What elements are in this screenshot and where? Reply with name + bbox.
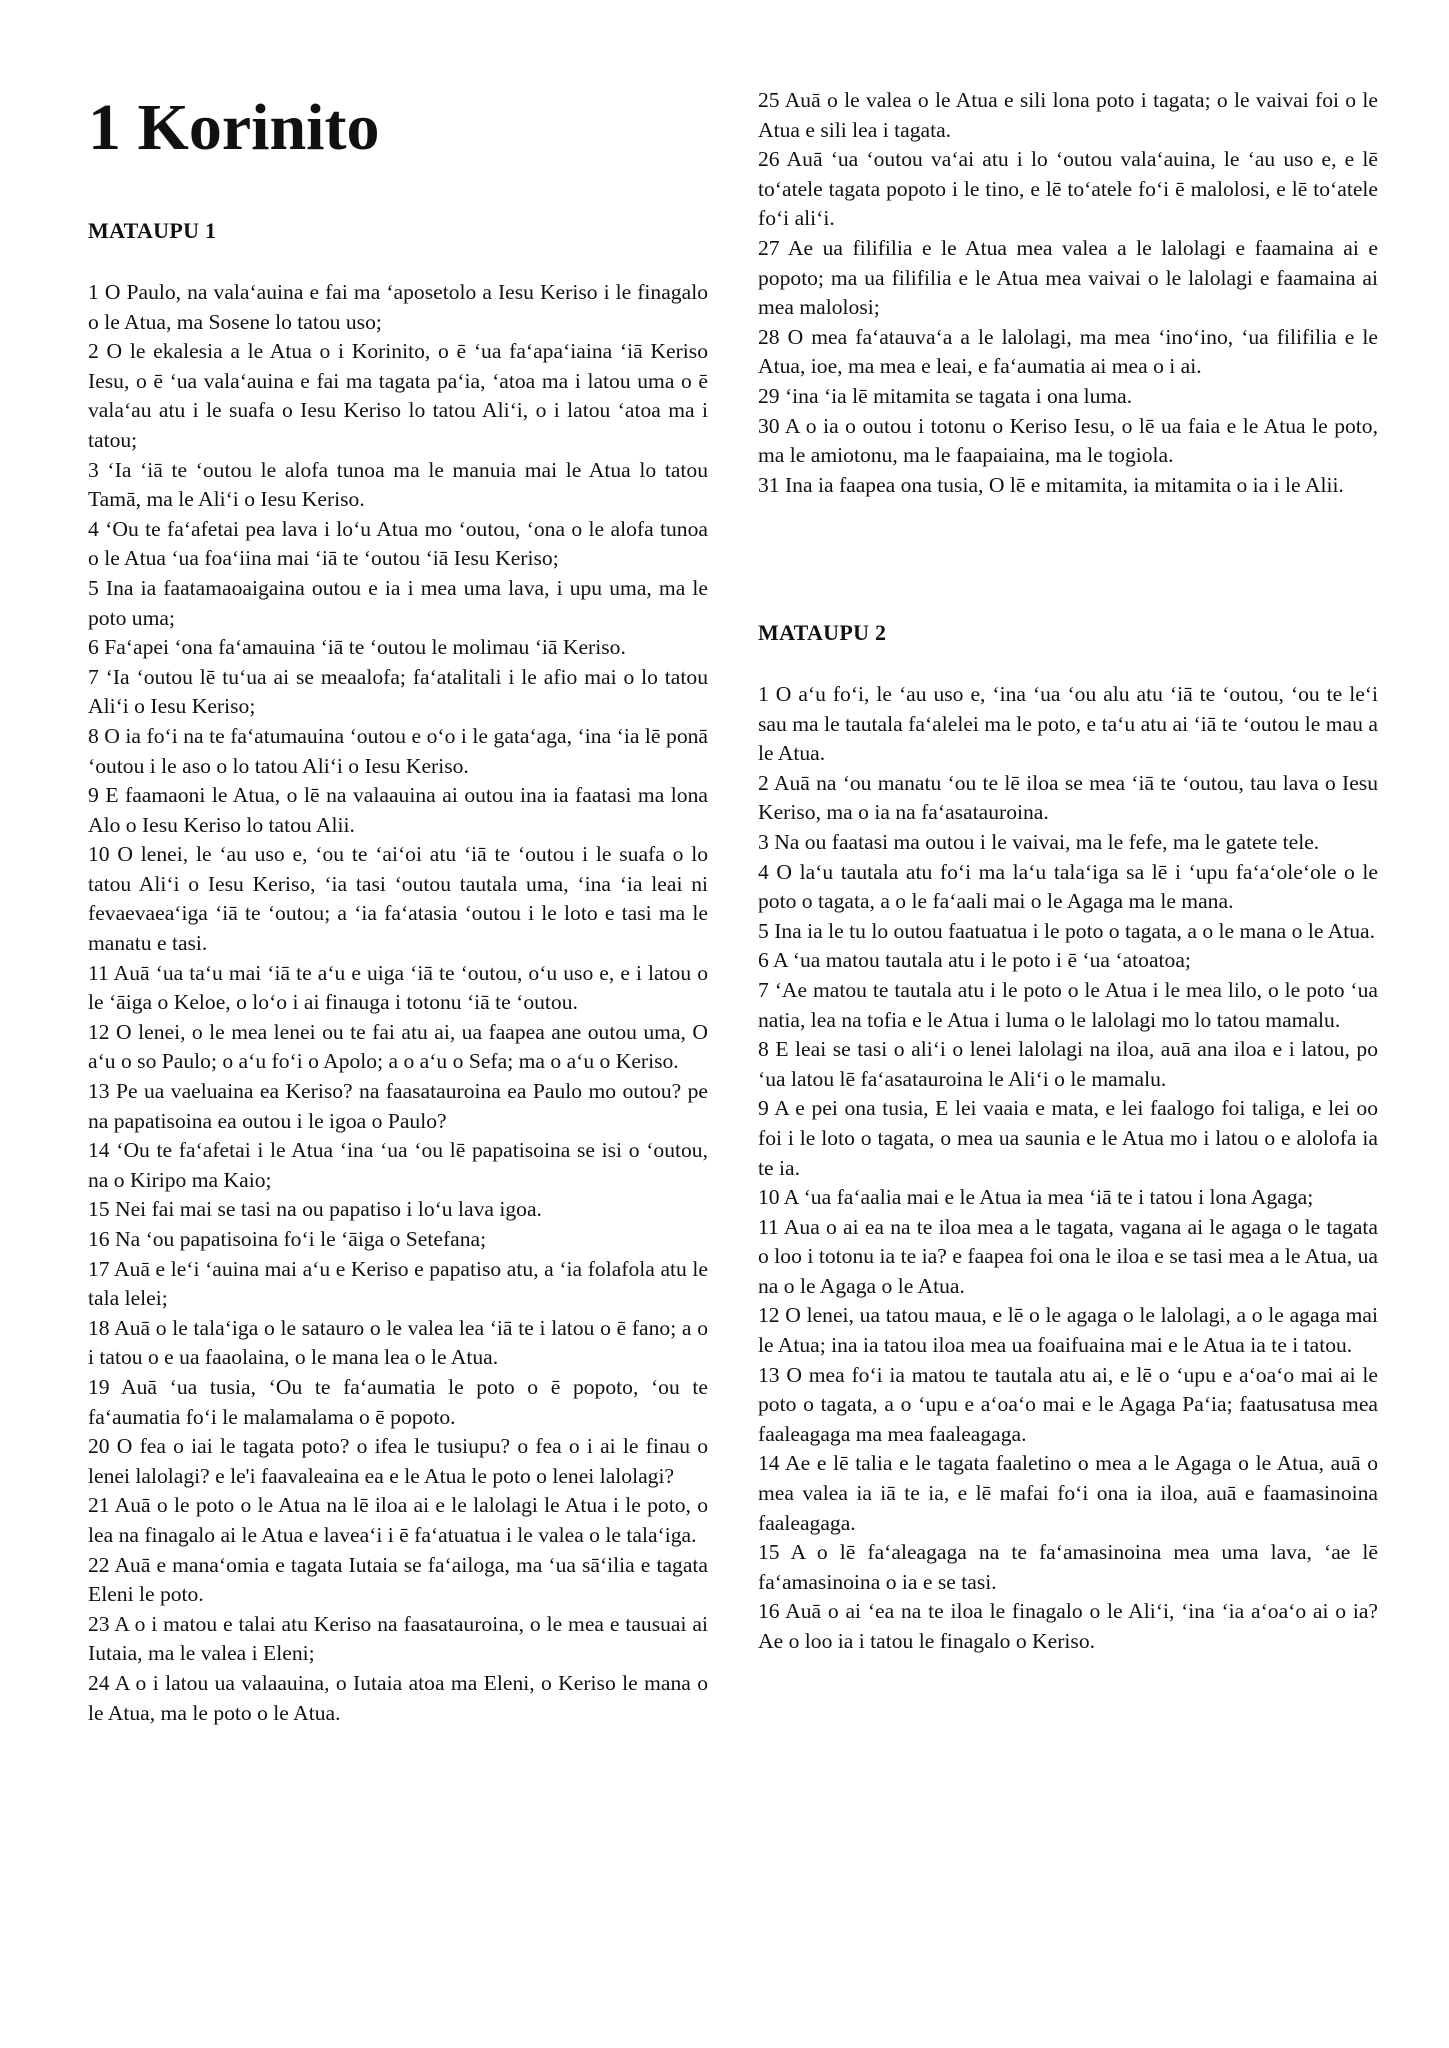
chapter-2-heading: MATAUPU 2 <box>758 620 887 645</box>
verse-1-27: 27 Ae ua filifilia e le Atua mea valea a le lalolagi e faamaina ai e popoto; ma ua filifilia e le Atua mea vaivai o le lalolagi e faamaina ai mea malolosi; <box>758 235 1378 320</box>
verse-1-30: 30 A o ia o outou i totonu o Keriso Iesu, o lē ua faia e le Atua le poto, ma le amiotonu, ma le faapaiaina, ma le togiola. <box>758 413 1378 468</box>
verse-1-1: 1 O Paulo, na vala‘auina e fai ma ‘aposetolo a Iesu Keriso i le finagalo o le Atua, ma Sosene lo tatou uso; <box>88 280 708 334</box>
verse-2-1: 1 O a‘u fo‘i, le ‘au uso e, ‘ina ‘ua ‘ou alu atu ‘iā te ‘outou, ‘ou te le‘i sau ma le tautala fa‘alelei ma le poto, e ta‘u atu ai ‘iā te ‘outou le mau a le Atua. <box>758 682 1378 766</box>
verse-2-9: 9 A e pei ona tusia, E lei vaaia e mata, e lei faalogo foi taliga, e lei oo foi i le loto o tagata, o mea ua saunia e le Atua mo i latou o e alolofa ia te ia. <box>758 1096 1378 1180</box>
verse-1-23: 23 A o i matou e talai atu Keriso na faasatauroina, o le mea e tausuai ai Iutaia, ma le valea i Eleni; <box>88 1611 708 1666</box>
verse-2-12: 12 O lenei, ua tatou maua, e lē o le agaga o le lalolagi, a o le agaga mai le Atua; ina ia tatou iloa mea ua foaifuaina mai e le Atua ia te i tatou. <box>758 1303 1378 1358</box>
verse-2-5: 5 Ina ia le tu lo outou faatuatua i le poto o tagata, a o le mana o le Atua. <box>758 918 1376 943</box>
verse-1-18: 18 Auā o le tala‘iga o le satauro o le valea lea ‘iā te i latou o ē fano; a o i tatou o e ua faaolaina, o le mana lea o le Atua. <box>88 1315 708 1370</box>
chapter-1-heading: MATAUPU 1 <box>88 218 217 243</box>
verse-1-24: 24 A o i latou ua valaauina, o Iutaia atoa ma Eleni, o Keriso le mana o le Atua, ma le poto o le Atua. <box>88 1670 708 1725</box>
verse-1-21: 21 Auā o le poto o le Atua na lē iloa ai e le lalolagi le Atua i le poto, o lea na finagalo ai le Atua e lavea‘i i ē fa‘atuatua i le valea o le tala‘iga. <box>88 1493 708 1547</box>
verse-1-28: 28 O mea fa‘atauva‘a a le lalolagi, ma mea ‘ino‘ino, ‘ua filifilia e le Atua, ioe, ma mea e leai, e fa‘aumatia ai mea o i ai. <box>758 324 1378 379</box>
verse-2-16: 16 Auā o ai ‘ea na te iloa le finagalo o le Ali‘i, ‘ina ‘ia a‘oa‘o ai o ia? Ae o loo ia i tatou le finagalo o Keriso. <box>758 1599 1378 1653</box>
verse-1-8: 8 O ia fo‘i na te fa‘atumauina ‘outou e o‘o i le gata‘aga, ‘ina ‘ia lē ponā ‘outou i le aso o lo tatou Ali‘i o Iesu Keriso. <box>88 723 708 778</box>
verse-1-2: 2 O le ekalesia a le Atua o i Korinito, o ē ‘ua fa‘apa‘iaina ‘iā Keriso Iesu, o ē ‘ua vala‘auina e fai ma tagata pa‘ia, ‘atoa ma i latou uma o ē vala‘au atu i le suafa o Iesu Keriso lo tatou Ali‘i, o i latou ‘atoa ma i tatou; <box>88 339 708 452</box>
verse-1-10: 10 O lenei, le ‘au uso e, ‘ou te ‘ai‘oi atu ‘iā te ‘outou i le suafa o lo tatou Ali‘i o Iesu Keriso, ‘ia tasi ‘outou tautala uma, ‘ina ‘ia leai ni fevaevaea‘iga ‘iā te ‘outou; a ‘ia fa‘atasia ‘outou i le loto e tasi ma le manatu e tasi. <box>88 842 708 956</box>
verse-1-20: 20 O fea o iai le tagata poto? o ifea le tusiupu? o fea o i ai le finau o lenei lalolagi? e le'i faavaleaina ea e le Atua le poto o lenei lalolagi? <box>88 1434 708 1488</box>
verse-2-7: 7 ‘Ae matou te tautala atu i le poto o le Atua i le mea lilo, o le poto ‘ua natia, lea na tofia e le Atua i luma o le lalolagi mo lo tatou mamalu. <box>758 977 1378 1032</box>
chapter-1-verses-part-1 <box>88 278 708 1728</box>
chapter-2-verses <box>758 680 1378 1657</box>
verse-1-5: 5 Ina ia faatamaoaigaina outou e ia i mea uma lava, i upu uma, ma le poto uma; <box>88 575 708 630</box>
verse-1-6: 6 Fa‘apei ‘ona fa‘amauina ‘iā te ‘outou le molimau ‘iā Keriso. <box>88 635 626 660</box>
verse-2-13: 13 O mea fo‘i ia matou te tautala atu ai, e lē o ‘upu e a‘oa‘o mai ai le poto o tagata, a o ‘upu e a‘oa‘o mai e le Agaga Pa‘ia; faatusatusa mea faaleagaga ma mea faaleagaga. <box>758 1362 1378 1446</box>
verse-2-4: 4 O la‘u tautala atu fo‘i ma la‘u tala‘iga sa lē i ‘upu fa‘a‘ole‘ole o le poto o tagata, a o le fa‘aali mai o le Agaga ma le mana. <box>758 859 1378 914</box>
chapter-1-verses-part-2 <box>758 86 1378 500</box>
verse-1-26: 26 Auā ‘ua ‘outou va‘ai atu i lo ‘outou vala‘auina, le ‘au uso e, e lē to‘atele tagata popoto i le tino, e lē to‘atele fo‘i ē malolosi, e lē to‘atele fo‘i ali‘i. <box>758 147 1378 231</box>
verse-2-10: 10 A ‘ua fa‘aalia mai e le Atua ia mea ‘iā te i tatou i lona Agaga; <box>758 1185 1314 1210</box>
verse-1-9: 9 E faamaoni le Atua, o lē na valaauina ai outou ina ia faatasi ma lona Alo o Iesu Keriso lo tatou Alii. <box>88 783 708 837</box>
book-title: 1 Korinito <box>88 91 380 164</box>
verse-1-17: 17 Auā e le‘i ‘auina mai a‘u e Keriso e papatiso atu, a ‘ia folafola atu le tala lelei; <box>88 1256 708 1311</box>
verse-2-2: 2 Auā na ‘ou manatu ‘ou te lē iloa se mea ‘iā te ‘outou, tau lava o Iesu Keriso, ma o ia na fa‘asatauroina. <box>758 770 1378 825</box>
verse-1-12: 12 O lenei, o le mea lenei ou te fai atu ai, ua faapea ane outou uma, O a‘u o so Paulo; o a‘u fo‘i o Apolo; a o a‘u o Sefa; ma o a‘u o Keriso. <box>88 1019 708 1074</box>
verse-1-13: 13 Pe ua vaeluaina ea Keriso? na faasatauroina ea Paulo mo outou? pe na papatisoina ea outou i le igoa o Paulo? <box>88 1079 708 1133</box>
verse-2-15: 15 A o lē fa‘aleagaga na te fa‘amasinoina mea uma lava, ‘ae lē fa‘amasinoina o ia e se tasi. <box>758 1540 1378 1594</box>
verse-2-8: 8 E leai se tasi o ali‘i o lenei lalolagi na iloa, auā ana iloa e i latou, po ‘ua latou lē fa‘asatauroina le Ali‘i o le mamalu. <box>758 1037 1378 1091</box>
verse-1-22: 22 Auā e mana‘omia e tagata Iutaia se fa‘ailoga, ma ‘ua sā‘ilia e tagata Eleni le poto. <box>88 1552 708 1607</box>
verse-1-15: 15 Nei fai mai se tasi na ou papatiso i lo‘u lava igoa. <box>88 1197 542 1222</box>
verse-2-14: 14 Ae e lē talia e le tagata faaletino o mea a le Agaga o le Atua, auā o mea valea ia iā te ia, e lē mafai fo‘i ona ia iloa, auā e faamasinoina faaleagaga. <box>758 1451 1378 1535</box>
verse-2-3: 3 Na ou faatasi ma outou i le vaivai, ma le fefe, ma le gatete tele. <box>758 829 1320 854</box>
verse-1-4: 4 ‘Ou te fa‘afetai pea lava i lo‘u Atua mo ‘outou, ‘ona o le alofa tunoa o le Atua ‘ua foa‘iina mai ‘iā te ‘outou ‘iā Iesu Keriso; <box>88 516 708 571</box>
verse-1-25: 25 Auā o le valea o le Atua e sili lona poto i tagata; o le vaivai foi o le Atua e sili lea i tagata. <box>758 88 1378 142</box>
verse-1-16: 16 Na ‘ou papatisoina fo‘i le ‘āiga o Setefana; <box>88 1227 487 1251</box>
verse-2-11: 11 Aua o ai ea na te iloa mea a le tagata, vagana ai le agaga o le tagata o loo i totonu ia te ia? e faapea foi ona le iloa e se tasi mea a le Atua, ua na o le Agaga o le Atua. <box>758 1214 1378 1298</box>
verse-2-6: 6 A ‘ua matou tautala atu i le poto i ē ‘ua ‘atoatoa; <box>758 948 1191 973</box>
verse-1-19: 19 Auā ‘ua tusia, ‘Ou te fa‘aumatia le poto o ē popoto, ‘ou te fa‘aumatia fo‘i le malamalama o ē popoto. <box>88 1374 708 1429</box>
verse-1-3: 3 ‘Ia ‘iā te ‘outou le alofa tunoa ma le manuia mai le Atua lo tatou Tamā, ma le Ali‘i o Iesu Keriso. <box>88 457 708 512</box>
verse-1-14: 14 ‘Ou te fa‘afetai i le Atua ‘ina ‘ua ‘ou lē papatisoina se isi o ‘outou, na o Kiripo ma Kaio; <box>88 1138 708 1192</box>
verse-1-29: 29 ‘ina ‘ia lē mitamita se tagata i ona luma. <box>758 383 1133 408</box>
verse-1-11: 11 Auā ‘ua ta‘u mai ‘iā te a‘u e uiga ‘iā te ‘outou, o‘u uso e, e i latou o le ‘āiga o Keloe, o lo‘o i ai finauga i totonu ‘iā te ‘outou. <box>88 960 708 1015</box>
verse-1-31: 31 Ina ia faapea ona tusia, O lē e mitamita, ia mitamita o ia i le Alii. <box>758 472 1344 497</box>
verse-1-7: 7 ‘Ia ‘outou lē tu‘ua ai se meaalofa; fa‘atalitali i le afio mai o lo tatou Ali‘i o Iesu Keriso; <box>88 664 708 719</box>
